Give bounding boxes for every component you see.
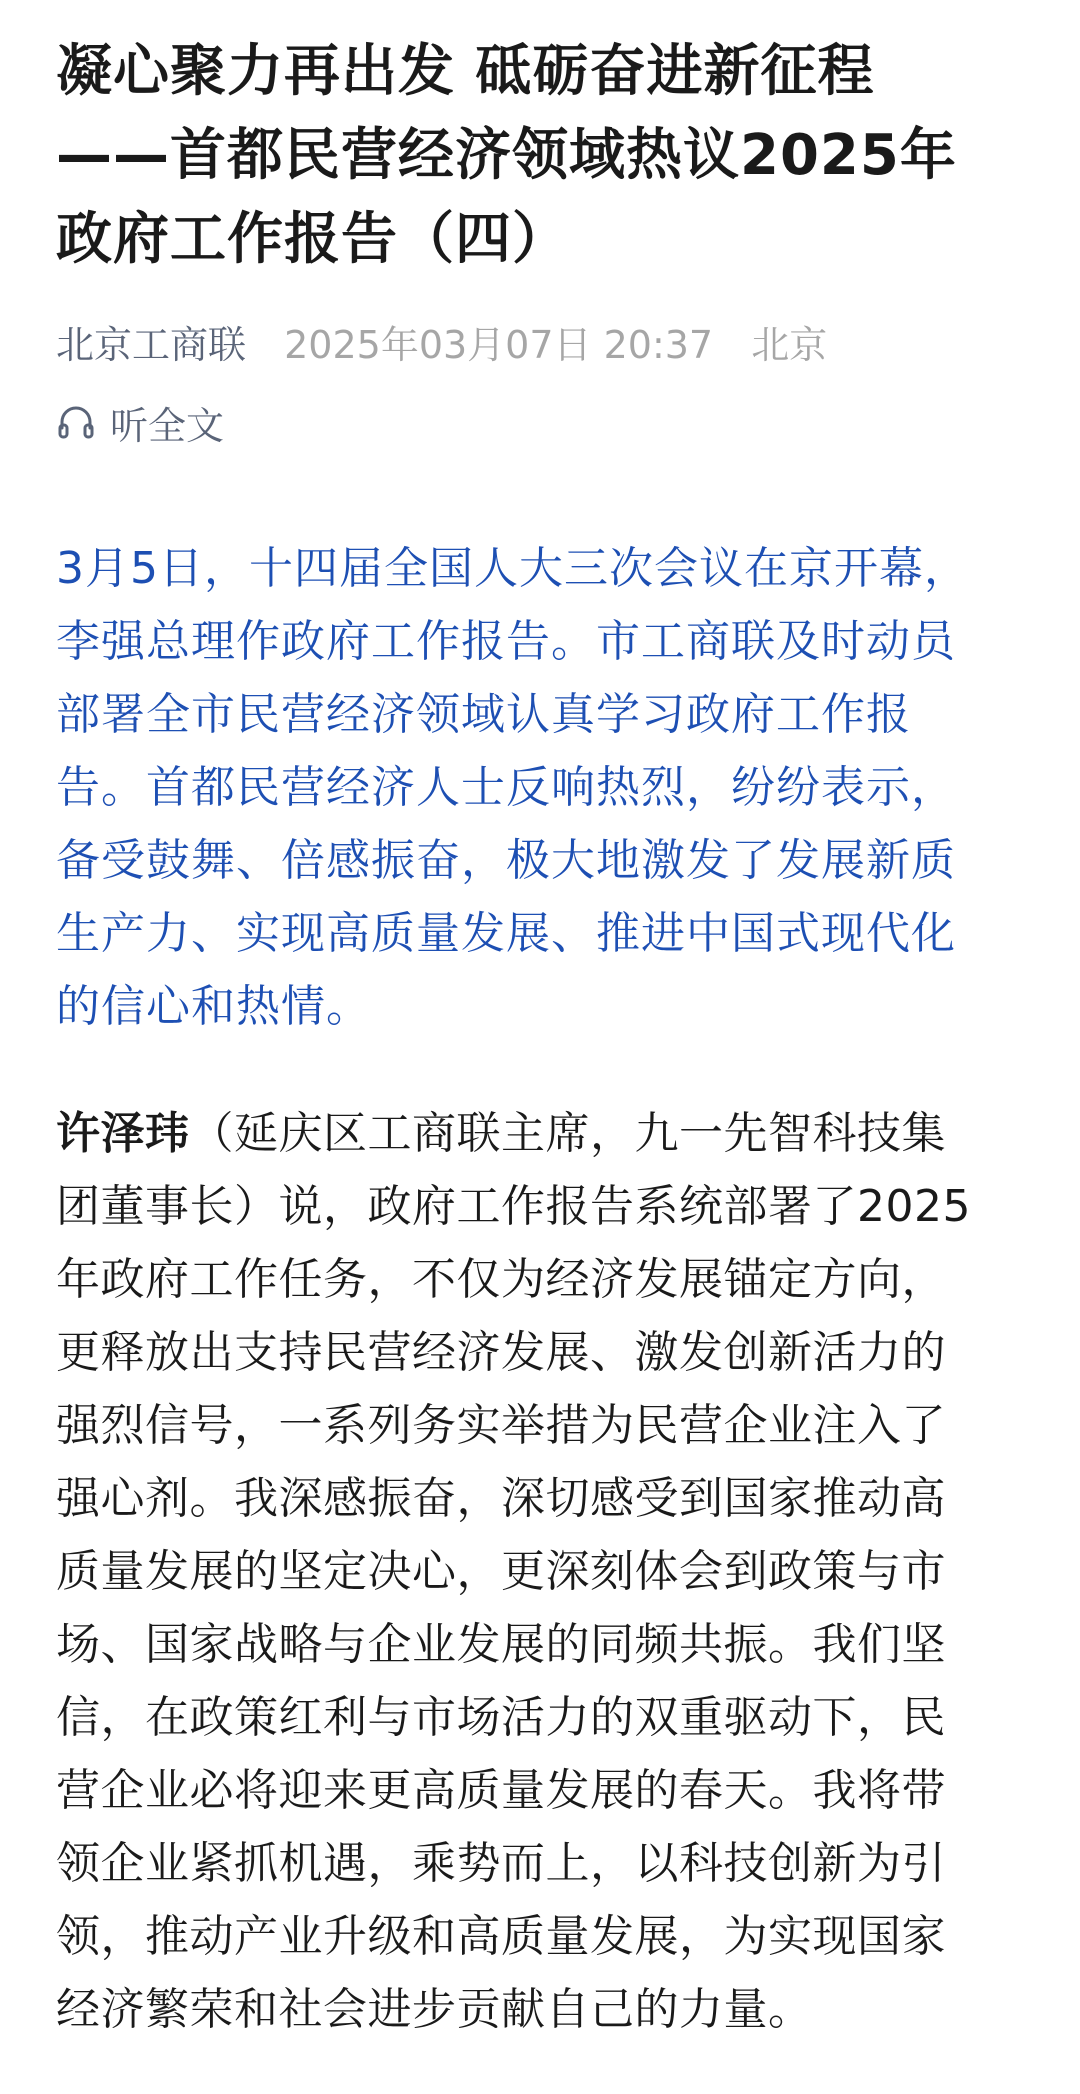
article-title [56,0,1024,282]
listen-label: 听全文 [110,403,225,448]
lead-line: 部署全市民营经济领域认真学习政府工作报 [56,689,911,740]
lead-line: 3月5日，十四届全国人大三次会议在京开幕， [56,543,969,594]
publish-time: 2025年03月07日 20:37 [284,323,714,367]
article-meta [56,320,1024,370]
body-line: 经济繁荣和社会进步贡献自己的力量。 [56,1984,813,2035]
body-paragraph [56,1097,1024,2046]
source-account[interactable]: 北京工商联 [56,323,247,367]
body-line: 团董事长）说，政府工作报告系统部署了2025 [56,1181,971,1232]
body-line: 领，推动产业升级和高质量发展，为实现国家 [56,1911,946,1962]
title-line-3: 政府工作报告（四） [56,207,569,272]
body-line: 营企业必将迎来更高质量发展的春天。我将带 [56,1765,946,1816]
body-line: 强烈信号，一系列务实举措为民营企业注入了 [56,1400,946,1451]
body-line: 更释放出支持民营经济发展、激发创新活力的 [56,1327,946,1378]
body-line: 场、国家战略与企业发展的同频共振。我们坚 [56,1619,946,1670]
body-line: 信，在政策红利与市场活力的双重驱动下，民 [56,1692,946,1743]
publish-location: 北京 [751,323,828,367]
body-line: 年政府工作任务，不仅为经济发展锚定方向， [56,1254,946,1305]
speaker-title: （延庆区工商联主席，九一先智科技集 [189,1108,946,1159]
body-line: 强心剂。我深感振奋，深切感受到国家推动高 [56,1473,946,1524]
headphones-icon [56,402,96,442]
lead-line: 的信心和热情。 [56,981,371,1032]
title-line-2: ——首都民营经济领域热议2025年 [56,123,957,188]
listen-button[interactable] [56,396,224,448]
body-line: 领企业紧抓机遇，乘势而上，以科技创新为引 [56,1838,946,1889]
lead-paragraph [56,532,1024,1043]
lead-line: 生产力、实现高质量发展、推进中国式现代化 [56,908,956,959]
title-line-1: 凝心聚力再出发 砥砺奋进新征程 [56,39,875,104]
lead-line: 告。首都民营经济人士反响热烈，纷纷表示， [56,762,956,813]
lead-line: 备受鼓舞、倍感振奋，极大地激发了发展新质 [56,835,956,886]
lead-line: 李强总理作政府工作报告。市工商联及时动员 [56,616,956,667]
speaker-name: 许泽玮 [56,1108,190,1159]
body-line: 质量发展的坚定决心，更深刻体会到政策与市 [56,1546,946,1597]
body-line [56,1097,1024,1170]
